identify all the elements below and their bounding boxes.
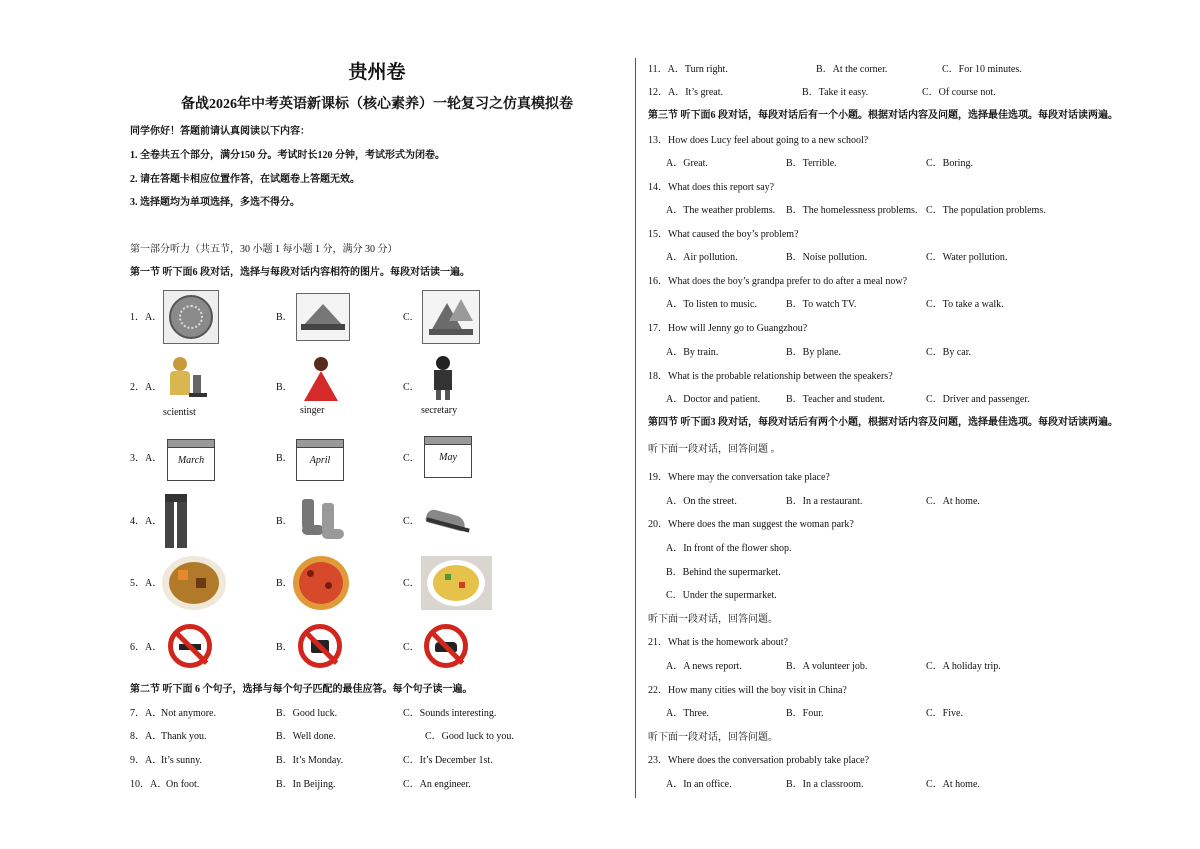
question-text: 13．How does Lucy feel about going to a new school?	[648, 135, 869, 146]
question-number: 5．A．	[130, 578, 163, 589]
option-a: A．Great.	[666, 158, 708, 169]
jeans-icon	[165, 494, 187, 548]
question-number: 9．A．	[130, 755, 163, 766]
option-a: Thank you.	[161, 731, 207, 742]
secretary-icon	[428, 354, 458, 402]
option-b: B．In Beijing.	[276, 779, 336, 790]
option-a: A．Three.	[666, 708, 710, 719]
option-c-label: C．	[403, 578, 420, 589]
section4-heading: 第四节 听下面3 段对话，每段对话后有两个小题，根据对话内容及问题，选择最佳选项。每段对话读两遍。	[648, 417, 1118, 428]
option-c: C．Five.	[926, 708, 963, 719]
option-b: B．It’s Monday.	[276, 755, 344, 766]
calendar-may-icon	[424, 436, 472, 478]
sneakers-icon	[424, 503, 472, 535]
pizza-icon	[293, 556, 349, 610]
option-c-label: C．	[403, 382, 420, 393]
option-a: A．To listen to music.	[666, 299, 757, 310]
column-divider	[635, 58, 636, 798]
question-text: 19．Where may the conversation take place?	[648, 472, 830, 483]
option-b-label: B．	[276, 642, 293, 653]
no-photos-icon	[298, 624, 342, 668]
singer-icon	[300, 355, 344, 403]
option-c: C．At home.	[926, 779, 980, 790]
question-number: 3．A．	[130, 453, 163, 464]
option-a: A．The weather problems.	[666, 205, 776, 216]
listen-prompt: 听下面一段对话，回答问题。	[648, 732, 778, 743]
no-driving-icon	[424, 624, 468, 668]
mooncake-icon	[163, 290, 219, 344]
option-a: A．In an office.	[666, 779, 732, 790]
option-b: B．Teacher and student.	[786, 394, 885, 405]
question-number: 10．A．	[130, 779, 168, 790]
scientist-icon	[165, 355, 209, 405]
question-number: 4．A．	[130, 516, 163, 527]
option-a: 12．A．It’s great.	[648, 87, 723, 98]
question-text: 14．What does this report say?	[648, 182, 775, 193]
question-text: 17．How will Jenny go to Guangzhou?	[648, 323, 808, 334]
month-label: March	[177, 455, 205, 466]
listen-prompt: 听下面一段对话，回答问题。	[648, 614, 778, 625]
option-b: B．Behind the supermarket.	[666, 567, 781, 578]
question-number: 6．A．	[130, 642, 163, 653]
page-subtitle: 备战2026年中考英语新课标（核心素养）一轮复习之仿真模拟卷	[181, 97, 573, 112]
option-a: A．In front of the flower shop.	[666, 543, 792, 554]
option-c: C．To take a walk.	[926, 299, 1004, 310]
option-b: B．Four.	[786, 708, 824, 719]
question-text: 18．What is the probable relationship between the speakers?	[648, 371, 893, 382]
question-number: 8．A．	[130, 731, 163, 742]
option-a: A．A news report.	[666, 661, 742, 672]
caption-scientist: scientist	[163, 407, 196, 418]
option-c: C．Of course not.	[922, 87, 996, 98]
option-b: B．In a classroom.	[786, 779, 864, 790]
option-a: A．On the street.	[666, 496, 737, 507]
option-b-label: B．	[276, 516, 293, 527]
option-b: B．Terrible.	[786, 158, 837, 169]
option-b: B．At the corner.	[816, 64, 888, 75]
question-text: 23．Where does the conversation probably take place?	[648, 755, 870, 766]
listen-prompt: 听下面一段对话，回答问题 。	[648, 444, 781, 455]
option-b: B．Well done.	[276, 731, 336, 742]
option-b: B．A volunteer job.	[786, 661, 868, 672]
option-c: C．A holiday trip.	[926, 661, 1001, 672]
section1-heading: 第一节 听下面6 段对话，选择与每段对话内容相符的图片。每段对话读一遍。	[130, 267, 470, 278]
month-label: May	[439, 452, 457, 463]
option-a: A．Doctor and patient.	[666, 394, 761, 405]
zongzi-icon	[422, 290, 480, 344]
option-b-label: B．	[276, 578, 293, 589]
option-c: C．The population problems.	[926, 205, 1046, 216]
part1-heading: 第一部分听力（共五节，30 小题 1 每小题 1 分，满分 30 分）	[130, 244, 398, 255]
option-c: C．For 10 minutes.	[942, 64, 1022, 75]
question-number: 2．A．	[130, 382, 163, 393]
instruction-item: 2. 请在答题卡相应位置作答，在试题卷上答题无效。	[130, 174, 360, 185]
instruction-item: 3. 选择题均为单项选择，多选不得分。	[130, 197, 300, 208]
sandwich-icon	[296, 293, 350, 341]
section3-heading: 第三节 听下面6 段对话，每段对话后有一个小题。根据对话内容及问题，选择最佳选项。每段对话读两遍。	[648, 110, 1118, 121]
calendar-march-icon	[167, 439, 215, 481]
option-c: C．Sounds interesting.	[403, 708, 497, 719]
option-a: 11．A．Turn right.	[648, 64, 728, 75]
option-b: B．The homelessness problems.	[786, 205, 918, 216]
stew-icon	[162, 556, 226, 610]
option-c: C．Water pollution.	[926, 252, 1008, 263]
section2-heading: 第二节 听下面 6 个句子，选择与每个句子匹配的最佳应答。每个句子读一遍。	[130, 684, 473, 695]
instructions-intro: 同学你好！答题前请认真阅读以下内容：	[130, 126, 310, 137]
option-c: C．Good luck to you.	[425, 731, 514, 742]
question-text: 21．What is the homework about?	[648, 637, 788, 648]
page-title: 贵州卷	[348, 62, 406, 83]
option-c: C．At home.	[926, 496, 980, 507]
socks-icon	[296, 497, 348, 543]
question-text: 20．Where does the man suggest the woman park?	[648, 519, 854, 530]
question-number: 1．A．	[130, 312, 163, 323]
month-label: April	[309, 455, 331, 466]
question-text: 15．What caused the boy’s problem?	[648, 229, 799, 240]
option-b: B．Good luck.	[276, 708, 338, 719]
question-text: 16．What does the boy’s grandpa prefer to do after a meal now?	[648, 276, 908, 287]
option-b: B．To watch TV.	[786, 299, 857, 310]
question-number: 7．A．	[130, 708, 163, 719]
instruction-item: 1. 全卷共五个部分，满分150 分。考试时长120 分钟，考试形式为闭卷。	[130, 150, 445, 161]
option-c-label: C．	[403, 312, 420, 323]
option-b: B．In a restaurant.	[786, 496, 863, 507]
caption-singer: singer	[300, 405, 325, 416]
option-c: C．Boring.	[926, 158, 973, 169]
option-c-label: C．	[403, 516, 420, 527]
option-b-label: B．	[276, 453, 293, 464]
question-text: 22．How many cities will the boy visit in China?	[648, 685, 847, 696]
option-c-label: C．	[403, 453, 420, 464]
option-a: On foot.	[166, 779, 200, 790]
option-c: C．By car.	[926, 347, 971, 358]
option-a: It’s sunny.	[161, 755, 203, 766]
option-a: A．By train.	[666, 347, 719, 358]
option-a: Not anymore.	[161, 708, 216, 719]
option-a: A．Air pollution.	[666, 252, 738, 263]
fried-rice-icon	[421, 556, 492, 610]
option-c: C．It’s December 1st.	[403, 755, 493, 766]
option-b: B．Take it easy.	[802, 87, 869, 98]
calendar-april-icon	[296, 439, 344, 481]
caption-secretary: secretary	[421, 405, 458, 416]
option-c: C．An engineer.	[403, 779, 471, 790]
option-c-label: C．	[403, 642, 420, 653]
option-b-label: B．	[276, 312, 293, 323]
option-b: B．By plane.	[786, 347, 841, 358]
option-c: C．Driver and passenger.	[926, 394, 1030, 405]
option-c: C．Under the supermarket.	[666, 590, 777, 601]
no-smoking-icon	[168, 624, 212, 668]
option-b: B．Noise pollution.	[786, 252, 868, 263]
option-b-label: B．	[276, 382, 293, 393]
